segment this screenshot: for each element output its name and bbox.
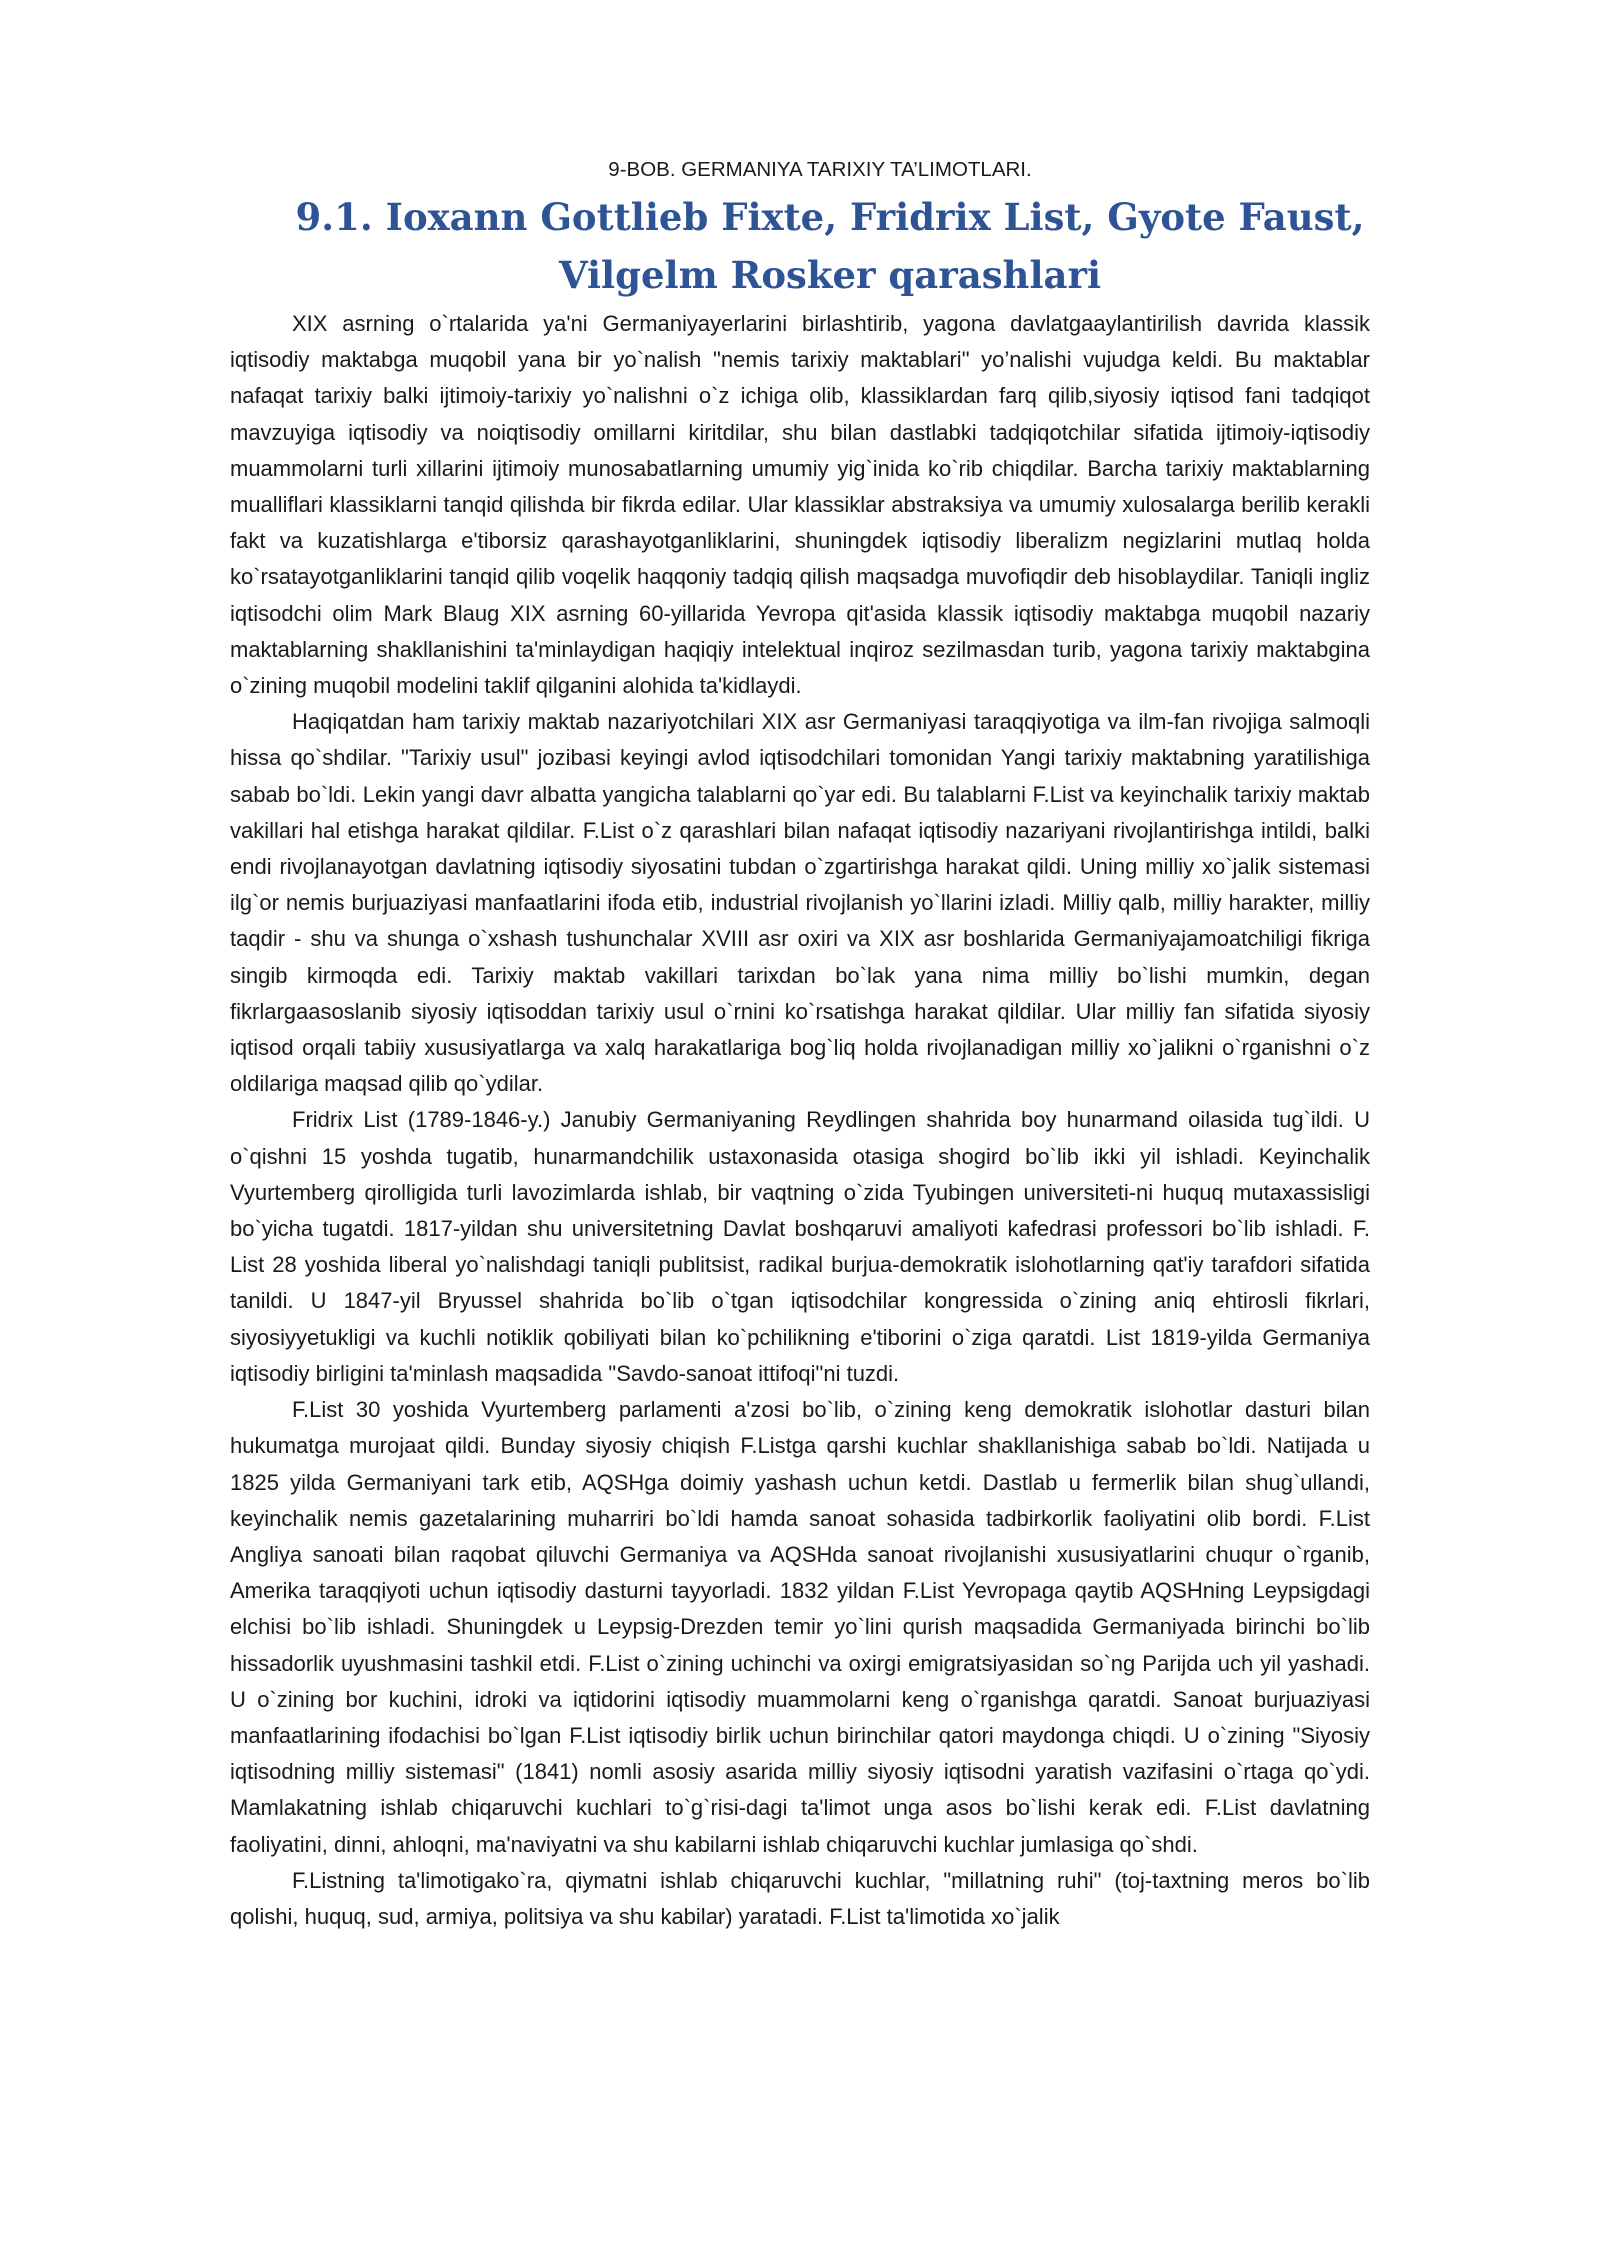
chapter-heading: 9-BOB. GERMANIYA TARIXIY TA’LIMOTLARI. bbox=[608, 158, 1032, 181]
paragraph-4: F.List 30 yoshida Vyurtemberg parlamenti a'zosi bo`lib, o`zining keng demokratik islohotlar dasturi bilan hukumatga murojaat qildi. Bunday siyosiy chiqish F.Listga qarshi kuchlar shakllanishiga sabab bo`ldi. Natijada u 1825 yilda Germaniyani tark etib, AQSHga doimiy yashash uchun ketdi. Dastlab u fermerlik bilan shug`ullandi, keyinchalik nemis gazetalarining muharriri bo`ldi hamda sanoat sohasida tadbirkorlik faoliyatini olib bordi. F.List Angliya sanoati bilan raqobat qiluvchi Germaniya va AQSHda sanoat rivojlanishi xususiyatlarini chuqur o`rganib, Amerika taraqqiyoti uchun iqtisodiy dasturni tayyorladi. 1832 yildan F.List Yevropaga qaytib AQSHning Leypsigdagi elchisi bo`lib ishladi. Shuningdek u Leypsig-Drezden temir yo`lini qurish maqsadida Germaniyada birinchi bo`lib hissadorlik uyushmasini tashkil etdi. F.List o`zining uchinchi va oxirgi emigratsiyasidan so`ng Parijda uch yil yashadi. U o`zining bor kuchini, idroki va iqtidorini iqtisodiy muammolarni keng o`rganishga qaratdi. Sanoat burjuaziyasi manfaatlarining ifodachisi bo`lgan F.List iqtisodiy birlik uchun birinchilar qatori maydonga chiqdi. U o`zining "Siyosiy iqtisodning milliy sistemasi" (1841) nomli asosiy asarida milliy siyosiy iqtisodni yaratish vazifasini o`rtaga qo`ydi. Mamlakatning ishlab chiqaruvchi kuchlari to`g`risi-dagi ta'limot unga asos bo`lishi kerak edi. F.List davlatning faoliyatini, dinni, ahloqni, ma'naviyatni va shu kabilarni ishlab chiqaruvchi kuchlar jumlasiga qo`shdi. bbox=[230, 1397, 1370, 1857]
paragraph-3: Fridrix List (1789-1846-y.) Janubiy Germaniyaning Reydlingen shahrida boy hunarmand oilasida tug`ildi. U o`qishni 15 yoshda tugatib, hunarmandchilik ustaxonasida otasiga shogird bo`lib ikki yil ishladi. Keyinchalik Vyurtemberg qirolligida turli lavozimlarda ishlab, bir vaqtning o`zida Tyubingen universiteti-ni huquq mutaxassisligi bo`yicha tugatdi. 1817-yildan shu universitetning Davlat boshqaruvi amaliyoti kafedrasi professori bo`lib ishladi. F. List 28 yoshida liberal yo`nalishdagi taniqli publitsist, radikal burjua-demokratik islohotlarning qat'iy tarafdori sifatida tanildi. U 1847-yil Bryussel shahrida bo`lib o`tgan iqtisodchilar kongressida o`zining aniq ehtirosli fikrlari, siyosiyyetukligi va kuchli notiklik qobiliyati bilan ko`pchilikning e'tiborini o`ziga qaratdi. List 1819-yilda Germaniya iqtisodiy birligini ta'minlash maqsadida "Savdo-sanoat ittifoqi"ni tuzdi. bbox=[230, 1107, 1370, 1386]
section-title: 9.1. Ioxann Gottlieb Fixte, Fridrix List, Gyote Faust, Vilgelm Rosker qarashlari bbox=[295, 195, 1365, 297]
paragraph-2: Haqiqatdan ham tarixiy maktab nazariyotchilari XIX asr Germaniyasi taraqqiyotiga va ilm-fan rivojiga salmoqli hissa qo`shdilar. "Tarixiy usul" jozibasi keyingi avlod iqtisodchilari tomonidan Yangi tarixiy maktabning yaratilishiga sabab bo`ldi. Lekin yangi davr albatta yangicha talablarni qo`yar edi. Bu talablarni F.List va keyinchalik tarixiy maktab vakillari hal etishga harakat qildilar. F.List o`z qarashlari bilan nafaqat iqtisodiy nazariyani rivojlantirishga intildi, balki endi rivojlanayotgan davlatning iqtisodiy siyosatini tubdan o`zgartirishga harakat qildi. Uning milliy xo`jalik sistemasi ilg`or nemis burjuaziyasi manfaatlarini ifoda etib, industrial rivojlanish yo`llarini izladi. Milliy qalb, milliy harakter, milliy taqdir - shu va shunga o`xshash tushunchalar XVIII asr oxiri va XIX asr boshlarida Germaniyajamoatchiligi fikriga singib kirmoqda edi. Tarixiy maktab vakillari tarixdan bo`lak yana nima milliy bo`lishi mumkin, degan fikrlargaasoslanib siyosiy iqtisoddan tarixiy usul o`rnini ko`rsatishga harakat qildilar. Ular milliy fan sifatida siyosiy iqtisod orqali tabiiy xususiyatlarga va xalq harakatlariga bog`liq holda rivojlanadigan milliy xo`jalikni o`rganishni o`z oldilariga maqsad qilib qo`ydilar. bbox=[230, 709, 1370, 1097]
paragraph-5: F.Listning ta'limotigako`ra, qiymatni ishlab chiqaruvchi kuchlar, "millatning ruhi" (toj-taxtning meros bo`lib qolishi, huquq, sud, armiya, politsiya va shu kabilar) yaratadi. F.List ta'limotida xo`jalik bbox=[230, 1867, 1370, 1929]
document-page bbox=[230, 150, 1370, 1935]
paragraph-1: XIX asrning o`rtalarida ya'ni Germaniyayerlarini birlashtirib, yagona davlatgaaylantirilish davrida klassik iqtisodiy maktabga muqobil yana bir yo`nalish "nemis tarixiy maktablari" yo’nalishi vujudga keldi. Bu maktablar nafaqat tarixiy balki ijtimoiy-tarixiy yo`nalishni o`z ichiga olib, klassiklardan farq qilib,siyosiy iqtisod fani tadqiqot mavzuyiga iqtisodiy va noiqtisodiy omillarni kiritdilar, shu bilan dastlabki tadqiqotchilar sifatida ijtimoiy-iqtisodiy muammolarni turli xillarini ijtimoiy munosabatlarning umumiy yig`inida ko`rib chiqdilar. Barcha tarixiy maktablarning mualliflari klassiklarni tanqid qilishda bir fikrda edilar. Ular klassiklar abstraksiya va umumiy xulosalarga berilib kerakli fakt va kuzatishlarga e'tiborsiz qarashayotganliklarini, shuningdek iqtisodiy liberalizm negizlarini mutlaq holda ko`rsatayotganliklarini tanqid qilib voqelik haqqoniy tadqiq qilish maqsadga muvofiqdir deb hisoblaydilar. Taniqli ingliz iqtisodchi olim Mark Blaug XIX asrning 60-yillarida Yevropa qit'asida klassik iqtisodiy maktabga muqobil nazariy maktablarning shakllanishini ta'minlaydigan haqiqiy intelektual inqiroz sezilmasdan turib, yagona tarixiy maktabgina o`zining muqobil modelini taklif qilganini alohida ta'kidlaydi. bbox=[230, 311, 1370, 699]
